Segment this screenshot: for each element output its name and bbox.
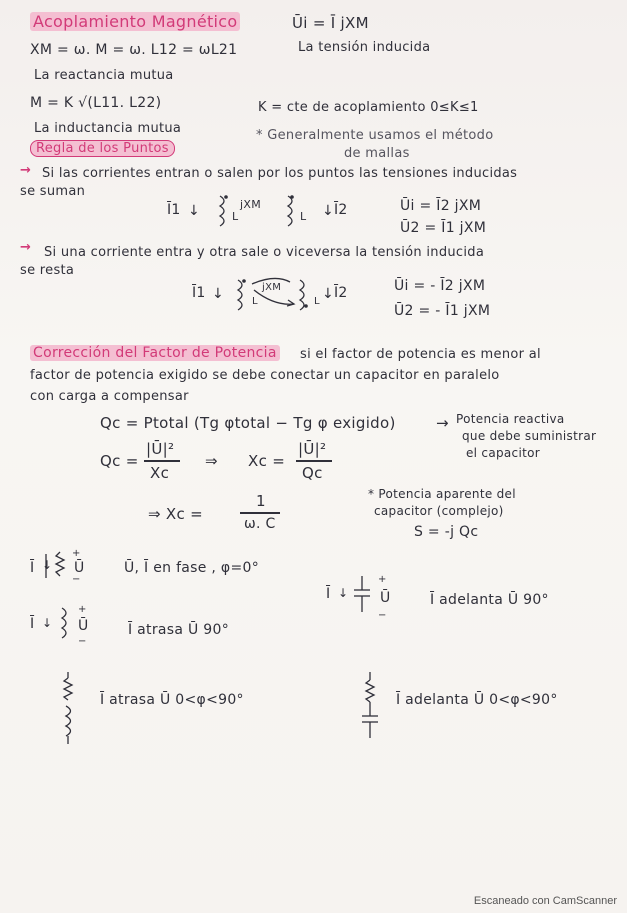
mesh-method-note: * Generalmente usamos el método [256, 128, 494, 143]
qc2-lhs: Qc = [100, 452, 139, 470]
current-i2-label: Ī2 [334, 285, 348, 301]
rc-relation-text: Ī adelanta Ū 0<φ<90° [396, 692, 558, 708]
dot-rule-title: Regla de los Puntos [30, 140, 175, 157]
pf-text-2: factor de potencia exigido se debe conectar un capacitor en paralelo [30, 368, 500, 383]
mutual-jxm-label: jXM [240, 198, 261, 211]
coil-2-label: L [314, 296, 320, 307]
current-i1-label: Ī1 [167, 202, 181, 218]
coupling-constant-definition: K = cte de acoplamiento 0≤K≤1 [258, 100, 479, 115]
qc2-denominator: Xc [150, 464, 170, 482]
pf-text-3: con carga a compensar [30, 389, 189, 404]
current-i1-label: Ī1 [192, 285, 206, 301]
pf-correction-title: Corrección del Factor de Potencia [30, 345, 280, 361]
xc-denominator: Qc [302, 464, 323, 482]
inductor-relation-text: Ī atrasa Ū 90° [128, 622, 230, 638]
coil-1-label: L [232, 210, 239, 223]
inductor-symbol-diagram [56, 604, 96, 648]
section-title-magnetic-coupling: Acoplamiento Magnético [30, 12, 240, 31]
capacitor-voltage-label: Ū [380, 590, 391, 606]
qc-note-2: que debe suministrar [462, 429, 597, 443]
down-arrow-icon: ↓ [322, 286, 335, 302]
capacitor-current-label: Ī [326, 586, 331, 602]
dot-rule-2-text-2: se resta [20, 263, 75, 278]
inductor-current-label: Ī [30, 616, 35, 632]
rc-series-symbol-diagram [358, 672, 388, 744]
mutual-jxm-label: jXM [262, 282, 282, 293]
fraction-bar [240, 512, 280, 514]
resistor-current-label: Ī [30, 560, 35, 576]
xc2-lhs: ⇒ Xc = [148, 505, 203, 523]
implies-icon: ⇒ [205, 452, 218, 470]
svg-text:−: − [72, 574, 81, 585]
mutual-reactance-label: La reactancia mutua [34, 68, 174, 83]
bullet-arrow-icon: → [20, 163, 32, 178]
dot-rule-2-text: Si una corriente entra y otra sale o viceversa la tensión inducida [44, 245, 485, 260]
pf-text-1: si el factor de potencia es menor al [300, 347, 541, 362]
fraction-bar [296, 460, 332, 462]
s-note-2: capacitor (complejo) [374, 504, 504, 518]
xc-numerator: |Ū|² [298, 440, 327, 458]
s-note-1: * Potencia aparente del [368, 487, 516, 501]
svg-text:−: − [78, 636, 87, 647]
bullet-arrow-icon: → [20, 240, 32, 255]
current-i2-label: Ī2 [334, 202, 348, 218]
svg-text:+: + [78, 604, 87, 615]
svg-text:+: + [378, 574, 387, 585]
dot-rule-1-text-2: se suman [20, 184, 86, 199]
down-arrow-icon: ↓ [338, 586, 349, 600]
coil-1-label: L [252, 296, 258, 307]
s-formula: S = -j Qc [414, 524, 479, 540]
qc-note-1: Potencia reactiva [456, 412, 565, 426]
qc-note-3: el capacitor [466, 446, 540, 460]
capacitor-relation-text: Ī adelanta Ū 90° [430, 592, 549, 608]
rl-relation-text: Ī atrasa Ū 0<φ<90° [100, 692, 244, 708]
mutual-reactance-formula: XM = ω. M = ω. L12 = ωL21 [30, 42, 238, 58]
mutual-inductance-formula: M = K √(L11. L22) [30, 95, 162, 111]
induced-voltage-label: La tensión inducida [298, 40, 431, 55]
down-arrow-icon: ↓ [42, 558, 53, 572]
mutual-inductance-label: La inductancia mutua [34, 121, 182, 136]
qc-formula: Qc = Ptotal (Tg φtotal − Tg φ exigido) [100, 414, 396, 432]
xc2-numerator: 1 [256, 492, 266, 510]
inductor-voltage-label: Ū [78, 618, 89, 634]
down-arrow-icon: ↓ [322, 203, 335, 219]
down-arrow-icon: ↓ [212, 286, 225, 302]
resistor-voltage-label: Ū [74, 560, 85, 576]
resistor-relation-text: Ū, Ī en fase , φ=0° [124, 560, 260, 576]
qc-arrow-icon: → [436, 414, 449, 432]
rl-series-symbol-diagram [58, 672, 88, 744]
induced-eq-2: Ū2 = Ī1 jXM [400, 220, 487, 236]
svg-text:+: + [72, 548, 81, 559]
scanner-watermark: Escaneado con CamScanner [473, 895, 617, 907]
dot-rule-1-text: Si las corrientes entran o salen por los puntos las tensiones inducidas [42, 166, 518, 181]
svg-text:−: − [378, 610, 387, 621]
coil-2-label: L [300, 210, 307, 223]
mesh-method-note-2: de mallas [344, 146, 410, 161]
induced-voltage-formula: Ūi = Ī jXM [292, 14, 369, 32]
fraction-bar [144, 460, 180, 462]
qc2-numerator: |Ū|² [146, 440, 175, 458]
induced-eq-1: Ūi = Ī2 jXM [400, 198, 482, 214]
down-arrow-icon: ↓ [188, 203, 201, 219]
induced-eq-3: Ūi = - Ī2 jXM [394, 278, 486, 294]
xc-lhs: Xc = [248, 452, 286, 470]
induced-eq-4: Ū2 = - Ī1 jXM [394, 303, 491, 319]
xc2-denominator: ω. C [244, 516, 276, 532]
down-arrow-icon: ↓ [42, 616, 53, 630]
